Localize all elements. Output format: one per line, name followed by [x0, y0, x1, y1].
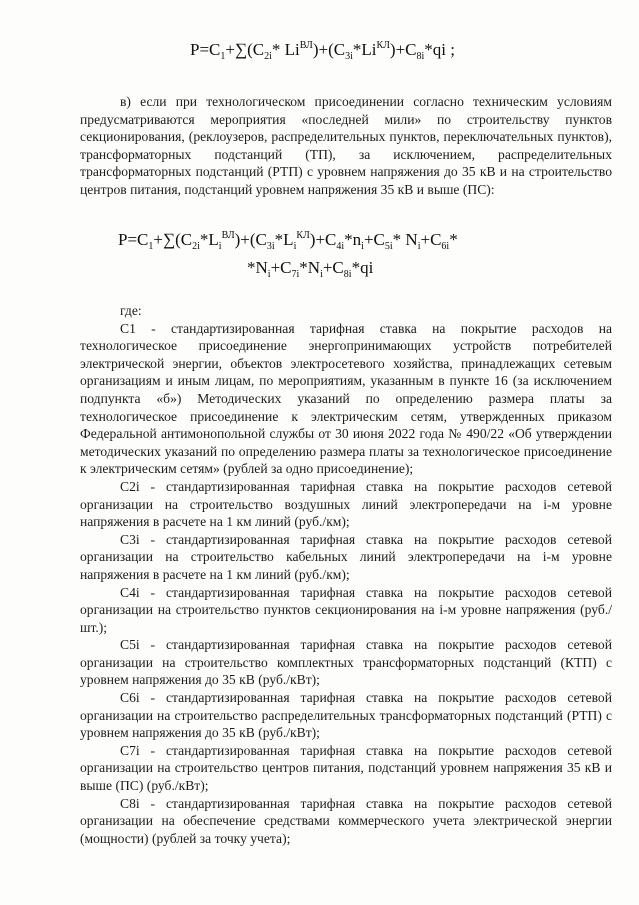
definition-c7i: C7i - стандартизированная тарифная ставка на покрытие расходов сетевой организации на строительство центров питания, подстанций уровнем напряжения 35 кВ и выше (ПС) (руб./кВт);	[80, 742, 612, 794]
paragraph-v-text: в) если при технологическом присоединении согласно техническим условиям предусматриваются мероприятия «последней мили» по строительству пунктов секционирования, (реклоузеров, распределительных пунктов, переключательных пунктов), трансформаторных подстанций (ТП), за исключением, распределительных трансформаторных подстанций (РТП) с уровнем напряжения до 35 кВ и на строительство центров питания, подстанций уровнем напряжения 35 кВ и выше (ПС):	[80, 94, 612, 197]
definition-c1: С1 - стандартизированная тарифная ставка на покрытие расходов на технологическое присоединение энергопринимающих устройств потребителей электрической энергии, объектов электросетевого хозяйства, принадлежащих сетевым организациям и иным лицам, по мероприятиям, указанным в пункте 16 (за исключением подпункта «б») Методических указаний по определению размера платы за технологическое присоединение к электрическим сетям, утвержденных приказом Федеральной антимонопольной службы от 30 июня 2022 года № 490/22 «Об утверждении методических указаний по определению размера платы за технологическое присоединение к электрическим сетям» (рублей за одно присоединение);	[80, 320, 612, 477]
paragraph-v	[80, 93, 612, 199]
definitions	[80, 302, 612, 847]
definition-c8i: C8i - стандартизированная тарифная ставка на покрытие расходов сетевой организации на обеспечение средствами коммерческого учета электрической энергии (мощности) (рублей за точку учета);	[80, 795, 612, 846]
formula-2-line-1-render: $P=C_1+\sum(C_{2i}*L_i^{ВЛ})+(C_{3i}*L_i^{КЛ})+C_{4i}*n_i+C_{5i}*$ $N_i+C_{6i}*$	[118, 230, 458, 252]
formula-1-render: $P=C_1+\sum(C_{2i}*$ $Li^{ВЛ})+(C_{3i}*Li^{КЛ})+C_{8i}*qi$ ;	[190, 40, 455, 62]
definition-c2i: C2i - стандартизированная тарифная ставка на покрытие расходов сетевой организации на строительство воздушных линий электропередачи на i-м уровне напряжения в расчете на 1 км линий (руб./км);	[80, 478, 612, 530]
formula-2-line-1	[118, 230, 458, 250]
formula-2-line-2	[247, 258, 373, 278]
definition-c5i: C5i - стандартизированная тарифная ставка на покрытие расходов сетевой организации на строительство комплектных трансформаторных подстанций (КТП) с уровнем напряжения до 35 кВ (руб./кВт);	[80, 637, 612, 688]
formula-1	[190, 40, 455, 60]
definition-c6i: C6i - стандартизированная тарифная ставка на покрытие расходов сетевой организации на строительство распределительных трансформаторных подстанций (РТП) с уровнем напряжения до 35 кВ (руб./кВт);	[80, 690, 612, 741]
definition-c4i: C4i - стандартизированная тарифная ставка на покрытие расходов сетевой организации на строительство пунктов секционирования на i-м уровне напряжения (руб./шт.);	[80, 584, 612, 635]
where-label: где:	[120, 303, 142, 318]
formula-2-line-2-render: $*N_i+C_{7i}*N_i+C_{8i}*qi$	[247, 258, 374, 280]
definition-c3i: C3i - стандартизированная тарифная ставка на покрытие расходов сетевой организации на строительство кабельных линий электропередачи на i-м уровне напряжения в расчете на 1 км линий (руб./км);	[80, 531, 612, 582]
